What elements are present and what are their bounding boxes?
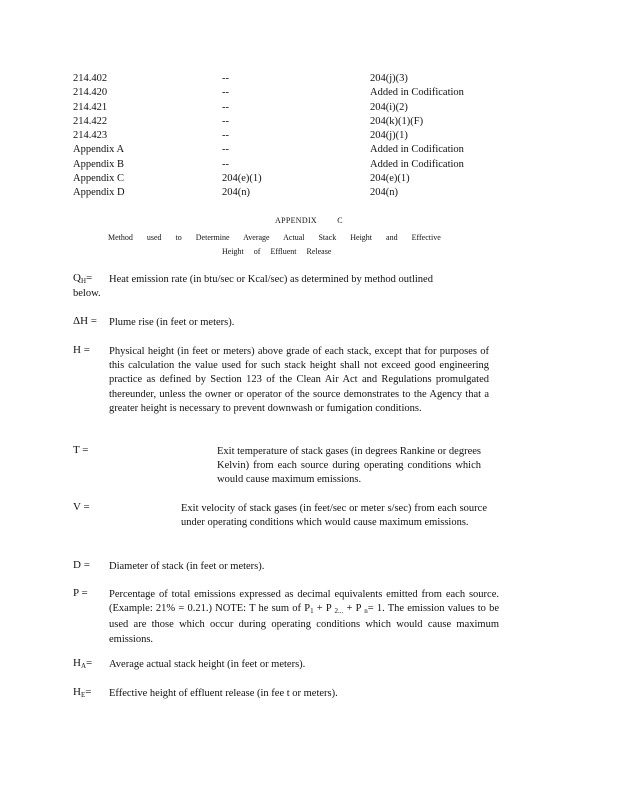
xref-section: 214.421	[73, 101, 108, 113]
xref-row	[73, 86, 553, 100]
definition-label-d: D =	[73, 559, 90, 571]
xref-row	[73, 115, 553, 129]
definition-label-h: H =	[73, 344, 90, 356]
xref-row	[73, 172, 553, 186]
definition-label-ha: $H_A=$	[73, 657, 93, 670]
definition-label-p: P =	[73, 587, 88, 599]
xref-old-citation: --	[222, 101, 229, 113]
xref-row	[73, 129, 553, 143]
xref-old-citation: --	[222, 73, 229, 84]
appendix-title: APPENDIX C	[275, 216, 343, 225]
definition-text-v: Exit velocity of stack gases (in feet/sec or meter s/sec) from each source under operating conditions which would cause maximum emissions.	[181, 503, 487, 529]
xref-row	[73, 186, 553, 200]
xref-new-citation: Added in Codification	[370, 144, 464, 156]
xref-row	[73, 101, 553, 115]
xref-section: 214.423	[73, 130, 108, 142]
xref-section: Appendix C	[73, 173, 125, 185]
cross-reference-table	[73, 72, 553, 201]
xref-new-citation: 204(i)(2)	[370, 101, 408, 113]
xref-row	[73, 158, 553, 172]
xref-section: 214.422	[73, 115, 108, 127]
xref-new-citation: Added in Codification	[370, 87, 464, 99]
xref-old-citation: --	[222, 130, 229, 142]
xref-new-citation: 204(k)(1)(F)	[370, 115, 424, 127]
definition-text-d: Diameter of stack (in feet or meters).	[109, 561, 265, 572]
xref-old-citation: 204(n)	[222, 187, 250, 199]
xref-old-citation: --	[222, 144, 229, 156]
xref-section: Appendix A	[73, 144, 125, 156]
xref-section: Appendix B	[73, 158, 125, 170]
definition-text-qh: Heat emission rate (in btu/sec or Kcal/sec) as determined by method outlined	[109, 274, 433, 285]
xref-row	[73, 143, 553, 157]
xref-section: 214.420	[73, 87, 108, 99]
appendix-subtitle-line2: Height of Effluent Release	[222, 247, 332, 256]
xref-old-citation: 204(e)(1)	[222, 173, 262, 185]
definition-label-t: T =	[73, 444, 89, 456]
xref-old-citation: --	[222, 158, 229, 170]
xref-new-citation: 204(j)(1)	[370, 130, 408, 142]
xref-section: Appendix D	[73, 187, 125, 199]
xref-row	[73, 72, 553, 86]
definition-text-h: Physical height (in feet or meters) above grade of each stack, except that for purposes of this calculation the value used for such stack height shall not exceed good engineering practice as defined by Section 123 of the Clean Air Act and Regulations promulgated thereunder, unless the owner or operator of the source demonstrates to the Agency that a greater height is necessary to prevent downwash or fumigation conditions.	[109, 346, 489, 414]
definition-label-he: $H_E=$	[73, 686, 92, 699]
definition-text-p: Percentage of total emissions expressed as decimal equivalents emitted from each source. (Example: 21% = 0.21.) NOTE: T he sum of $P_1 + P$ $_{2...}$ + P $_n$= 1. The emission values to be used are those which occur during operating conditions which would cause maximum emissions.	[109, 589, 500, 645]
definition-text-t: Exit temperature of stack gases (in degrees Rankine or degrees Kelvin) from each source during operating conditions which would cause maximum emissions.	[217, 446, 481, 486]
xref-new-citation: Added in Codification	[370, 158, 464, 170]
definition-label-qh: $Q_H=$	[73, 272, 93, 285]
appendix-subtitle-line1: Method used to Determine Average Actual Stack Height and Effective	[108, 233, 441, 242]
definition-text-ha: Average actual stack height (in feet or meters).	[109, 659, 306, 670]
xref-old-citation: --	[222, 87, 229, 99]
xref-new-citation: 204(j)(3)	[370, 73, 408, 84]
definition-text-he: Effective height of effluent release (in fee t or meters).	[109, 688, 338, 699]
xref-new-citation: 204(e)(1)	[370, 173, 410, 185]
definition-label-v: V =	[73, 501, 90, 513]
definition-label-delta-h: ΔH =	[73, 315, 97, 327]
xref-section: 214.402	[73, 73, 108, 84]
xref-new-citation: 204(n)	[370, 187, 398, 199]
definition-text-qh-continued: below.	[73, 288, 101, 299]
definition-text-delta-h: Plume rise (in feet or meters).	[109, 317, 235, 328]
xref-old-citation: --	[222, 115, 229, 127]
